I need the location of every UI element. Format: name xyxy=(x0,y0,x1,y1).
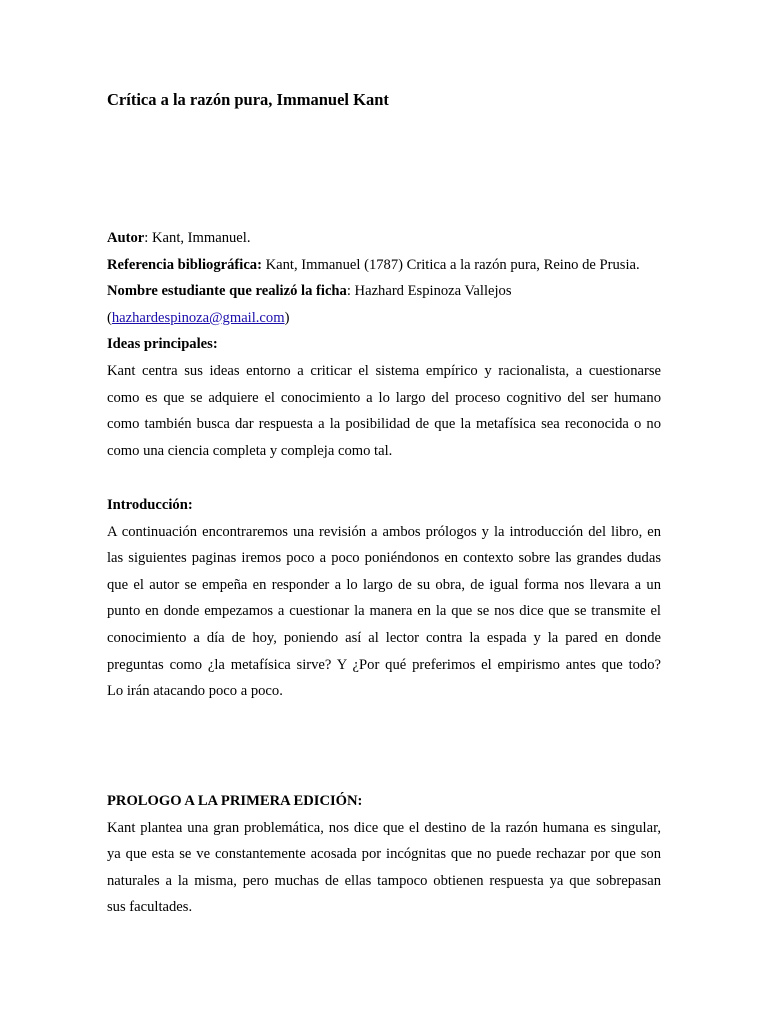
prologo-line: Kant plantea una gran problemática, nos dice que el destino de la razón humana es singular, xyxy=(107,819,661,836)
introduccion-heading xyxy=(107,492,661,519)
introduccion-line: que el autor se empeña en responder a lo largo de su obra, de igual forma nos llevara a un xyxy=(107,576,661,593)
email-line xyxy=(107,305,661,332)
prologo-line: naturales a la misma, pero muchas de ellas tampoco obtienen respuesta ya que sobrepasan xyxy=(107,872,661,889)
ideas-line: como es que se adquiere el conocimiento a lo largo del proceso cognitivo del ser humano xyxy=(107,389,661,406)
ideas-line: Kant centra sus ideas entorno a criticar el sistema empírico y racionalista, a cuestionarse xyxy=(107,362,661,379)
introduccion-line: A continuación encontraremos una revisión a ambos prólogos y la introducción del libro, en xyxy=(107,523,661,540)
introduccion-line: punto en donde empezamos a cuestionar la manera en la que se nos dice que se transmite el xyxy=(107,603,661,620)
prologo-section xyxy=(107,788,661,921)
ideas-heading-text: Ideas principales: xyxy=(107,336,218,353)
prologo-line: ya que esta se ve constantemente acosada por incógnitas que no puede rechazar por que son xyxy=(107,846,661,863)
introduccion-line: conocimiento a día de hoy, poniendo así al lector contra la espada y la pared en donde xyxy=(107,629,661,646)
prologo-heading xyxy=(107,788,661,815)
introduccion-line: preguntas como ¿la metafísica sirve? Y ¿Por qué preferimos el empirismo antes que todo? xyxy=(107,656,661,673)
autor-value: : Kant, Immanuel. xyxy=(144,230,251,246)
referencia-line xyxy=(107,252,661,279)
email-close-paren: ) xyxy=(284,309,290,326)
ideas-heading xyxy=(107,331,661,358)
autor-line xyxy=(107,225,661,252)
document-title: Crítica a la razón pura, Immanuel Kant xyxy=(107,90,389,109)
metadata-section xyxy=(107,225,661,464)
introduccion-line: Lo irán atacando poco a poco. xyxy=(107,683,283,700)
estudiante-value: : Hazhard Espinoza Vallejos xyxy=(346,283,512,300)
estudiante-label: Nombre estudiante que realizó la ficha xyxy=(107,283,347,300)
autor-label: Autor xyxy=(107,230,145,246)
email-link[interactable]: hazhardespinoza@gmail.com xyxy=(111,309,285,326)
prologo-line: sus facultades. xyxy=(107,899,193,916)
introduccion-heading-text: Introducción: xyxy=(107,497,193,513)
referencia-label: Referencia bibliográfica: xyxy=(107,256,262,273)
estudiante-line xyxy=(107,278,661,305)
introduccion-section xyxy=(107,492,661,705)
ideas-line: como también busca dar respuesta a la posibilidad de que la metafísica sea reconocida o no xyxy=(107,416,661,433)
referencia-value: Kant, Immanuel (1787) Critica a la razón pura, Reino de Prusia. xyxy=(261,256,640,273)
introduccion-line: las siguientes paginas iremos poco a poco poniéndonos en contexto sobre las grandes dudas xyxy=(107,550,661,567)
prologo-heading-text: PROLOGO A LA PRIMERA EDICIÓN: xyxy=(107,793,363,809)
ideas-line: como una ciencia completa y compleja como tal. xyxy=(107,442,393,459)
email-open-paren: ( xyxy=(107,309,112,326)
